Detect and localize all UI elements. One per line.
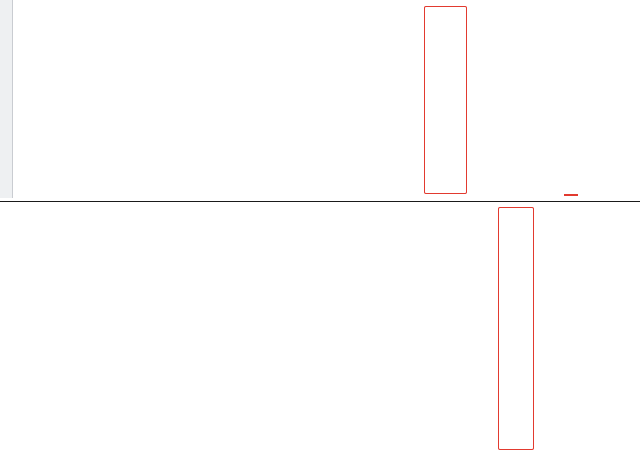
fuel-highlight-box bbox=[498, 207, 534, 450]
row-number-gutter bbox=[0, 0, 13, 198]
sheet-separator bbox=[0, 201, 640, 202]
red-underline-mark bbox=[564, 194, 578, 196]
usbv-highlight-box bbox=[424, 6, 467, 194]
